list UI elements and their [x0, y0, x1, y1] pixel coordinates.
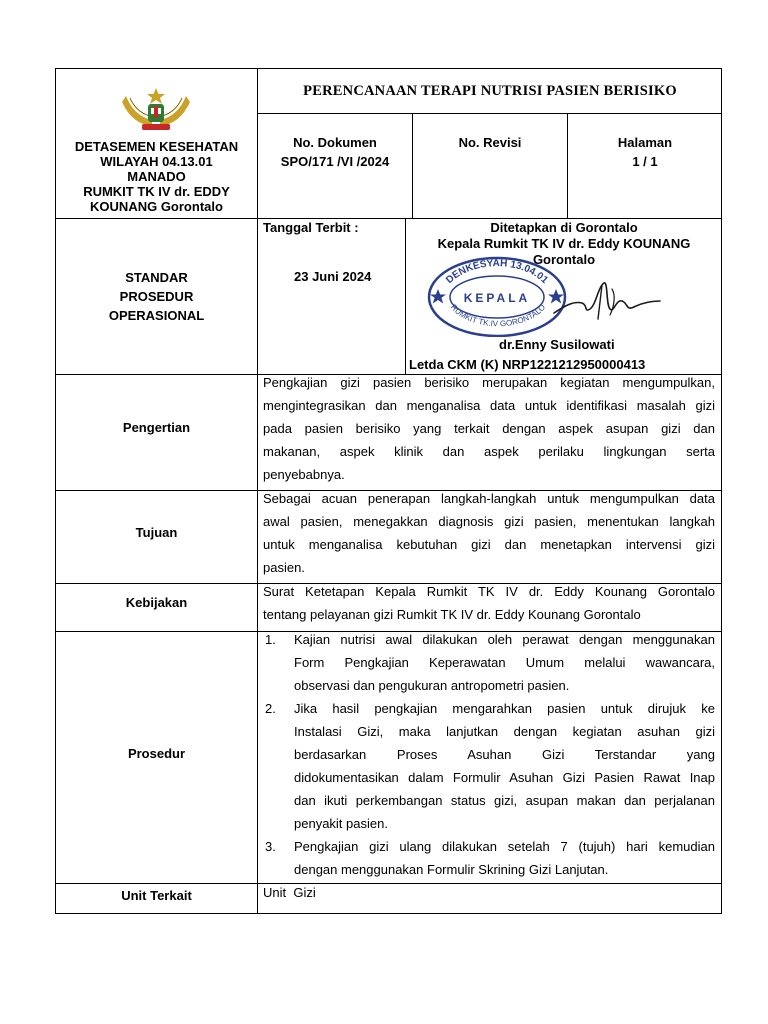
page-cell — [568, 135, 722, 169]
row-divider — [56, 218, 722, 219]
sop-line: PROSEDUR — [119, 289, 194, 304]
set-in-location: Ditetapkan di Gorontalo — [490, 220, 638, 235]
step-line: didokumentasikan dalam Formulir Asuhan Gizi Pasien Rawat Inap — [294, 770, 715, 785]
step-line: observasi dan pengukuran antropometri pasien. — [294, 678, 570, 693]
body-line: Sebagai acuan penerapan langkah-langkah untuk mengumpulkan data — [263, 491, 715, 506]
step-number: 1. — [265, 632, 276, 647]
step-line: Jika hasil pengkajian mengarahkan pasien untuk dirujuk ke — [294, 701, 715, 716]
procedure-step — [263, 628, 715, 697]
row-divider — [56, 883, 722, 884]
document-number-cell — [258, 135, 412, 169]
org-line: RUMKIT TK IV dr. EDDY — [83, 184, 230, 199]
step-number: 2. — [265, 701, 276, 716]
section-label-tujuan: Tujuan — [135, 525, 178, 540]
section-label-unit: Unit Terkait — [121, 888, 192, 903]
section-body-unit: Unit Gizi — [263, 885, 316, 900]
org-line: KOUNANG Gorontalo — [90, 199, 223, 214]
stamp-top-text: DENKESYAH 13.04.01 — [444, 258, 550, 287]
org-line: MANADO — [127, 169, 186, 184]
section-label-prosedur: Prosedur — [127, 746, 186, 761]
issue-date-value: 23 Juni 2024 — [294, 269, 372, 284]
column-divider — [257, 69, 258, 914]
sop-line: OPERASIONAL — [108, 308, 205, 323]
step-line: Instalasi Gizi, maka lanjutkan dengan kegiatan asuhan gizi — [294, 724, 715, 739]
page-label: Halaman — [617, 135, 673, 150]
body-line: untuk menganalisa kebutuhan gizi dan menetapkan intervensi gizi — [263, 537, 715, 552]
section-label-kebijakan: Kebijakan — [125, 595, 188, 610]
page-value: 1 / 1 — [632, 154, 658, 169]
procedure-list — [263, 628, 715, 881]
row-divider — [257, 113, 722, 114]
body-line: penyebabnya. — [263, 467, 345, 482]
section-label-pengertian: Pengertian — [122, 420, 191, 435]
document-number-label: No. Dokumen — [293, 135, 377, 150]
stamp-bottom-text: RUMKIT TK.IV GORONTALO — [448, 302, 548, 329]
body-line: makanan, aspek klinik dan aspek perilaku lingkungan serta — [263, 444, 715, 459]
step-line: Form Pengkajian Keperawatan Umum melalui wawancara, — [294, 655, 715, 670]
signer-name: dr.Enny Susilowati — [499, 337, 615, 352]
step-line: penyakit pasien. — [294, 816, 388, 831]
body-line: tentang pelayanan gizi Rumkit TK IV dr. Eddy Kounang Gorontalo — [263, 607, 641, 622]
step-line: dan ikuti perkembangan status gizi, asupan makan dan perjalanan — [294, 793, 715, 808]
step-number: 3. — [265, 839, 276, 854]
head-title-line: Kepala Rumkit TK IV dr. Eddy KOUNANG — [437, 236, 691, 251]
body-line: Pengkajian gizi pasien berisiko merupakan kegiatan mengumpulkan, — [263, 375, 715, 390]
sop-label — [58, 268, 255, 325]
official-stamp — [424, 251, 570, 337]
organization-name — [58, 139, 255, 214]
military-emblem-logo — [116, 86, 196, 134]
revision-label: No. Revisi — [458, 135, 522, 150]
section-body-tujuan — [263, 487, 715, 579]
step-line: berdasarkan Proses Asuhan Gizi Terstandar yang — [294, 747, 715, 762]
body-line: mengintegrasikan dan menganalisa data untuk identifikasi masalah gizi — [263, 398, 715, 413]
body-line: pasien. — [263, 560, 305, 575]
issue-date-label: Tanggal Terbit : — [263, 220, 359, 235]
column-divider — [412, 113, 413, 218]
procedure-step — [263, 697, 715, 835]
body-line: awal pasien, menegakkan diagnosis gizi pasien, menentukan langkah — [263, 514, 715, 529]
section-body-kebijakan — [263, 580, 715, 626]
document-title: PERENCANAAN TERAPI NUTRISI PASIEN BERISIKO — [303, 83, 677, 99]
step-line: Pengkajian gizi ulang dilakukan setelah 7 (tujuh) hari kemudian — [294, 839, 715, 854]
body-line: Surat Ketetapan Kepala Rumkit TK IV dr. Eddy Kounang Gorontalo — [263, 584, 715, 599]
revision-cell — [413, 135, 567, 150]
step-line: dengan menggunakan Formulir Skrining Gizi Lanjutan. — [294, 862, 609, 877]
step-line: Kajian nutrisi awal dilakukan oleh perawat dengan menggunakan — [294, 632, 715, 647]
procedure-step — [263, 835, 715, 881]
sop-line: STANDAR — [125, 270, 188, 285]
stamp-middle-text: KEPALA — [463, 291, 531, 305]
section-body-pengertian — [263, 371, 715, 486]
body-line: pada pasien berisiko yang terkait dengan aspek asupan gizi dan — [263, 421, 715, 436]
org-line: DETASEMEN KESEHATAN — [74, 139, 239, 154]
org-line: WILAYAH 04.13.01 — [100, 154, 213, 169]
document-number-value: SPO/171 /VI /2024 — [280, 154, 390, 169]
signer-rank: Letda CKM (K) NRP1221212950000413 — [409, 357, 646, 372]
head-title-line: Gorontalo — [532, 252, 596, 267]
signature-mark — [552, 275, 662, 325]
sop-document — [55, 68, 722, 914]
star-icon — [430, 289, 446, 304]
